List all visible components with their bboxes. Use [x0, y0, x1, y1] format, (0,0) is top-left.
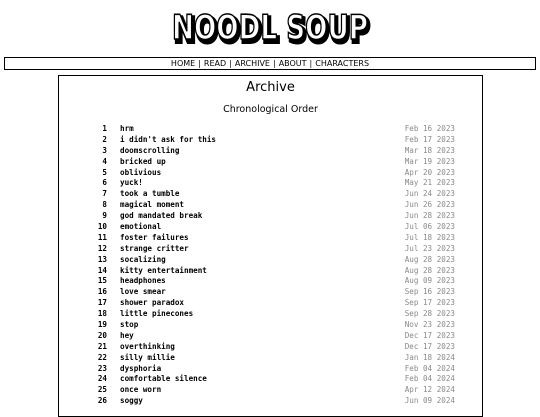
comic-number: 19 [97, 320, 107, 330]
comic-number: 21 [97, 341, 107, 351]
comic-number: 22 [97, 352, 107, 362]
comic-title-link[interactable]: doomscrolling [120, 145, 180, 155]
page-subtitle: Chronological Order [223, 104, 318, 115]
nav-read-link[interactable]: READ [203, 59, 227, 68]
archive-row [59, 168, 482, 179]
archive-row [59, 146, 482, 157]
archive-row [59, 211, 482, 222]
comic-date: Feb 16 2023 [404, 124, 455, 133]
archive-row [59, 374, 482, 385]
comic-number: 8 [102, 200, 107, 210]
comic-date: Jun 28 2023 [404, 211, 455, 221]
comic-title-link[interactable]: took a tumble [120, 189, 180, 199]
comic-title-link[interactable]: love smear [120, 287, 166, 297]
nav-separator: | [198, 59, 201, 68]
comic-date: Mar 19 2023 [404, 156, 455, 166]
site-header [0, 0, 540, 52]
comic-number: 14 [97, 265, 107, 275]
comic-title-link[interactable]: yuck! [120, 178, 143, 188]
archive-row [59, 287, 482, 298]
comic-date: Apr 20 2023 [404, 167, 455, 177]
comic-title-link[interactable]: stop [120, 320, 139, 330]
archive-row [59, 157, 482, 168]
comic-date: Aug 28 2023 [404, 265, 455, 275]
comic-title-link[interactable]: once worn [120, 385, 162, 395]
comic-date: Jan 18 2024 [404, 352, 455, 362]
comic-title-link[interactable]: emotional [120, 222, 162, 232]
comic-number: 23 [97, 363, 107, 373]
nav-characters-link[interactable]: CHARACTERS [315, 59, 370, 68]
site-logo[interactable] [165, 2, 375, 50]
comic-title-link[interactable]: oblivious [120, 167, 162, 177]
archive-panel [58, 75, 483, 417]
comic-number: 11 [97, 232, 107, 242]
comic-title-link[interactable]: socalizing [120, 254, 166, 264]
archive-list [59, 124, 482, 407]
comic-title-link[interactable]: little pinecones [120, 309, 194, 319]
comic-number: 5 [102, 167, 107, 177]
comic-number: 1 [102, 124, 107, 133]
page-title: Archive [246, 80, 295, 95]
archive-row [59, 298, 482, 309]
nav-bar [4, 57, 536, 70]
comic-date: Sep 17 2023 [404, 298, 455, 308]
comic-number: 25 [97, 385, 107, 395]
comic-date: May 21 2023 [404, 178, 455, 188]
comic-date: Feb 04 2024 [404, 363, 455, 373]
comic-date: Aug 28 2023 [404, 254, 455, 264]
archive-row [59, 276, 482, 287]
comic-title-link[interactable]: magical moment [120, 200, 185, 210]
comic-title-link[interactable]: hey [120, 330, 134, 340]
comic-date: Feb 04 2024 [404, 374, 455, 384]
comic-date: Aug 09 2023 [404, 276, 455, 286]
archive-row [59, 244, 482, 255]
nav-archive-link[interactable]: ARCHIVE [234, 59, 270, 68]
comic-number: 24 [97, 374, 107, 384]
comic-date: Jun 26 2023 [404, 200, 455, 210]
comic-number: 9 [102, 211, 107, 221]
archive-row [59, 124, 482, 135]
comic-number: 3 [102, 145, 107, 155]
comic-title-link[interactable]: comfortable silence [120, 374, 207, 384]
logo-text: NOODL SOUP [172, 8, 368, 48]
comic-date: Jun 09 2024 [404, 396, 455, 406]
archive-row [59, 222, 482, 233]
archive-row [59, 189, 482, 200]
archive-row [59, 178, 482, 189]
nav-about-link[interactable]: ABOUT [278, 59, 307, 68]
comic-number: 7 [102, 189, 107, 199]
archive-row [59, 396, 482, 407]
comic-date: Feb 17 2023 [404, 134, 455, 144]
archive-row [59, 342, 482, 353]
comic-title-link[interactable]: silly millie [120, 352, 175, 362]
comic-number: 17 [97, 298, 107, 308]
comic-title-link[interactable]: hrm [120, 124, 134, 133]
archive-row [59, 364, 482, 375]
archive-row [59, 200, 482, 211]
archive-row [59, 331, 482, 342]
comic-title-link[interactable]: foster failures [120, 232, 189, 242]
archive-row [59, 320, 482, 331]
comic-number: 10 [97, 222, 107, 232]
comic-number: 16 [97, 287, 107, 297]
comic-title-link[interactable]: god mandated break [120, 211, 203, 221]
comic-date: Jul 18 2023 [404, 232, 455, 242]
comic-title-link[interactable]: overthinking [120, 341, 175, 351]
comic-date: Dec 17 2023 [404, 341, 455, 351]
nav-separator: | [229, 59, 232, 68]
comic-title-link[interactable]: i didn't ask for this [120, 134, 217, 144]
comic-number: 13 [97, 254, 107, 264]
nav-separator: | [309, 59, 313, 68]
comic-date: Dec 17 2023 [404, 330, 455, 340]
comic-date: Nov 23 2023 [404, 320, 455, 330]
nav-separator: | [272, 59, 276, 68]
comic-date: Jun 24 2023 [404, 189, 455, 199]
comic-number: 18 [97, 309, 107, 319]
archive-row [59, 309, 482, 320]
archive-row [59, 266, 482, 277]
comic-date: Jul 23 2023 [404, 243, 455, 253]
logo-text-shadow: NOODL SOUP [174, 11, 370, 50]
comic-number: 15 [97, 276, 107, 286]
comic-number: 12 [97, 243, 107, 253]
comic-date: Apr 12 2024 [404, 385, 455, 395]
archive-row [59, 353, 482, 364]
comic-title-link[interactable]: headphones [120, 276, 166, 286]
comic-number: 20 [97, 330, 107, 340]
archive-row [59, 385, 482, 396]
archive-row [59, 255, 482, 266]
comic-title-link[interactable]: soggy [120, 396, 143, 406]
comic-number: 4 [102, 156, 107, 166]
comic-title-link[interactable]: strange critter [120, 243, 189, 253]
comic-number: 2 [102, 134, 107, 144]
comic-title-link[interactable]: shower paradox [120, 298, 185, 308]
comic-number: 26 [97, 396, 107, 406]
comic-title-link[interactable]: bricked up [120, 156, 166, 166]
comic-title-link[interactable]: kitty entertainment [120, 265, 207, 275]
comic-date: Sep 28 2023 [404, 309, 455, 319]
comic-date: Mar 18 2023 [404, 145, 455, 155]
comic-date: Jul 06 2023 [404, 222, 455, 232]
archive-row [59, 135, 482, 146]
archive-row [59, 233, 482, 244]
nav-home-link[interactable]: HOME [170, 59, 196, 68]
comic-date: Sep 16 2023 [404, 287, 455, 297]
comic-number: 6 [102, 178, 107, 188]
comic-title-link[interactable]: dysphoria [120, 363, 162, 373]
